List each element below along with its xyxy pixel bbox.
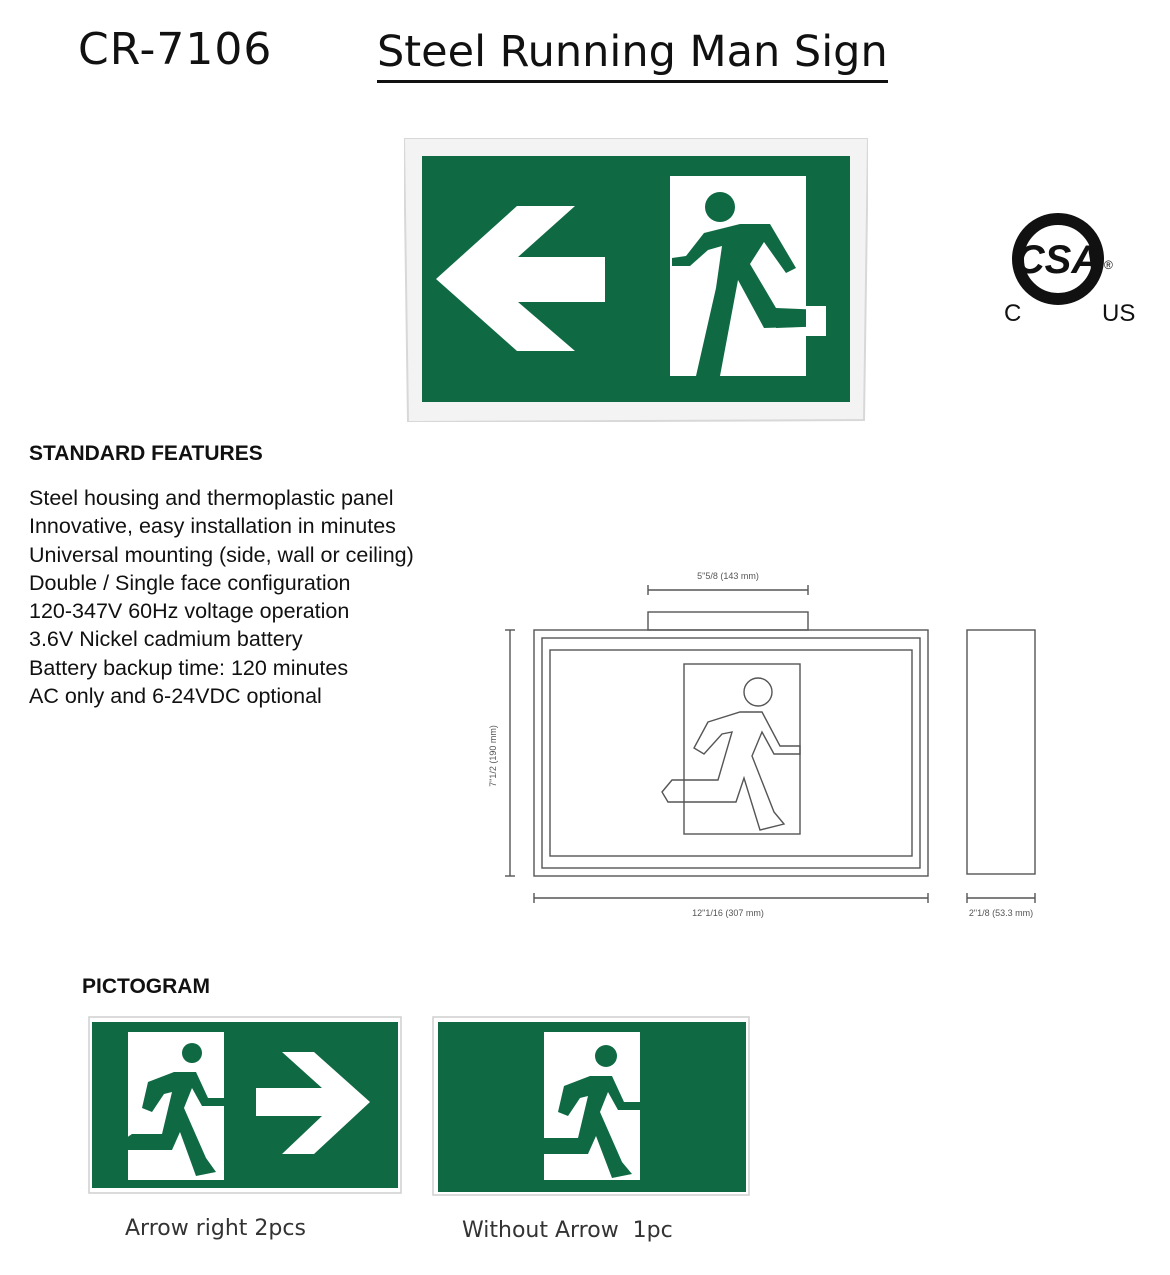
feature-item: Steel housing and thermoplastic panel xyxy=(29,486,394,510)
svg-text:C: C xyxy=(1004,300,1022,327)
model-number: CR-7106 xyxy=(78,24,273,75)
page-title: Steel Running Man Sign xyxy=(377,26,888,83)
feature-item: 3.6V Nickel cadmium battery xyxy=(29,627,303,652)
feature-item: Innovative, easy installation in minutes xyxy=(29,514,396,539)
depth-dimension-label: 2"1/8 (53.3 mm) xyxy=(968,908,1034,918)
pictogram-arrow-right xyxy=(88,1016,402,1196)
caption-without-arrow: Without Arrow 1pc xyxy=(462,1218,673,1243)
svg-text:US: US xyxy=(1102,300,1136,327)
caption-arrow-right: Arrow right 2pcs xyxy=(125,1216,306,1241)
csa-certification-logo xyxy=(1000,207,1142,329)
feature-item: AC only and 6-24VDC optional xyxy=(29,684,322,709)
top-dimension-label: 5"5/8 (143 mm) xyxy=(697,571,759,581)
pictogram-heading: PICTOGRAM xyxy=(82,975,210,998)
dimension-drawing xyxy=(478,566,1058,926)
feature-item: Battery backup time: 120 minutes xyxy=(29,655,349,680)
feature-item: 120-347V 60Hz voltage operation xyxy=(29,599,350,624)
product-photo xyxy=(404,138,868,422)
width-dimension-label: 12"1/16 (307 mm) xyxy=(692,908,764,918)
feature-item: Double / Single face configuration xyxy=(29,570,351,595)
running-man-icon xyxy=(670,176,828,376)
features-list xyxy=(29,484,414,710)
features-heading: STANDARD FEATURES xyxy=(29,442,263,465)
feature-item: Universal mounting (side, wall or ceiling) xyxy=(29,542,414,567)
height-dimension-label: 7"1/2 (190 mm) xyxy=(488,725,498,787)
svg-text:CSA: CSA xyxy=(1015,238,1101,282)
pictogram-without-arrow xyxy=(432,1016,752,1198)
svg-text:®: ® xyxy=(1104,258,1113,272)
